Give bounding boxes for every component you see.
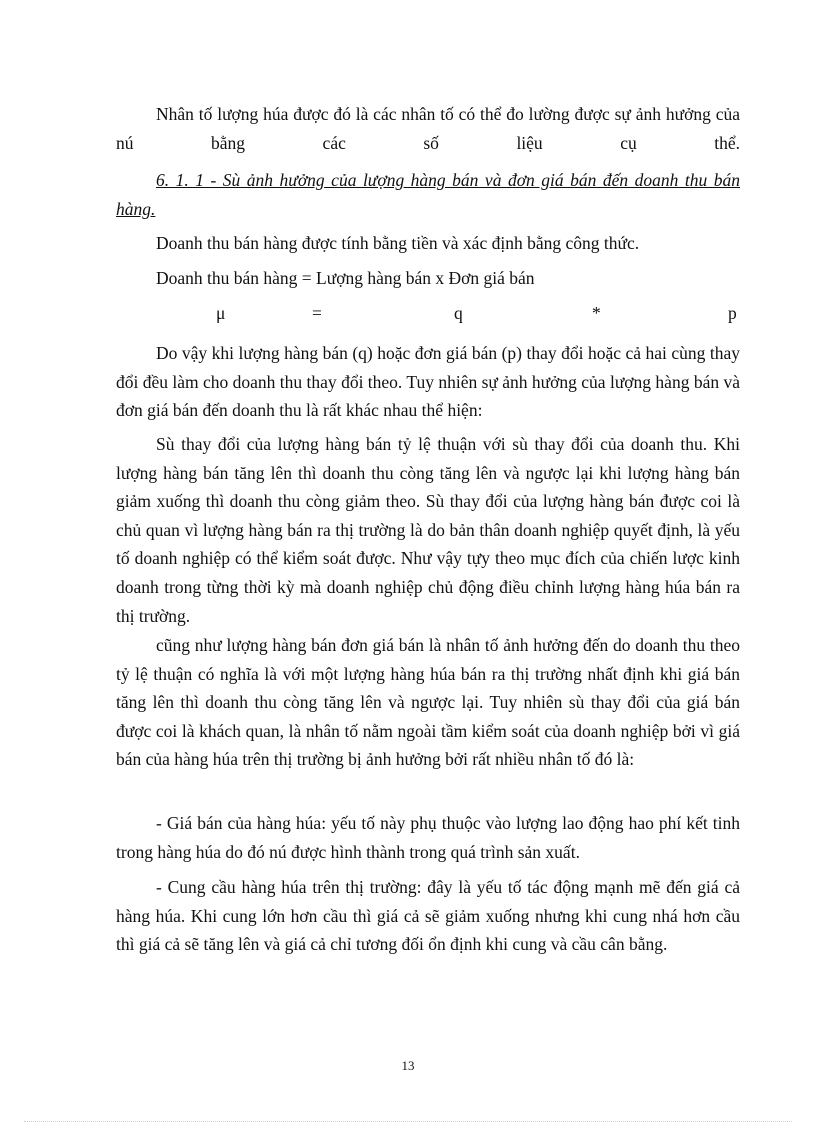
paragraph-change-effect: Do vậy khi lượng hàng bán (q) hoặc đơn giá bán (p) thay đổi hoặc cả hai cùng thay đổi đều làm cho doanh thu thay đổi theo. Tuy nhiên sự ảnh hưởng của lượng hàng bán và đơn giá bán đến doanh thu là rất khác nhau thể hiện: — [116, 343, 740, 421]
page-number: 13 — [401, 1058, 415, 1073]
section-heading-text: 6. 1. 1 - Sù ảnh hưởng của lượng hàng bán và đơn giá bán đến doanh thu bán hàng. — [116, 170, 740, 219]
formula-p: p — [728, 303, 737, 323]
paragraph-revenue-formula-intro: Doanh thu bán hàng được tính bằng tiền và xác định bằng công thức. — [156, 233, 640, 253]
formula-times: * — [592, 303, 601, 323]
paragraph-revenue-formula: Doanh thu bán hàng = Lượng hàng bán x Đơn giá bán — [156, 268, 535, 288]
paragraph-price-effect: cũng như lượng hàng bán đơn giá bán là nhân tố ảnh hưởng đến do doanh thu theo tỷ lệ thuận có nghĩa là với một lượng hàng húa bán ra thị trường nhất định khi giá bán tăng lên thì doanh thu còng tăng lên và ngược lại. Tuy nhiên sù thay đổi của giá bán được coi là khách quan, là nhân tố nằm ngoài tầm kiểm soát của doanh nghiệp bởi vì giá bán của hàng húa trên thị trường bị ảnh hưởng bởi rất nhiều nhân tố đó là: — [116, 635, 740, 770]
paragraph-price-factor-supply-demand: - Cung cầu hàng húa trên thị trường: đây là yếu tố tác động mạnh mẽ đến giá cả hàng húa. Khi cung lớn hơn cầu thì giá cả sẽ giảm xuống nhưng khi cung nhá hơn cầu thì giá cả sẽ tăng lên và giá cả chỉ tương đối ổn định khi cung và cầu cân bằng. — [116, 877, 740, 955]
formula-q: q — [454, 303, 463, 323]
paragraph-quantity-effect: Sù thay đổi của lượng hàng bán tỷ lệ thuận với sù thay đổi của doanh thu. Khi lượng hàng bán tăng lên thì doanh thu còng tăng lên và ngược lại khi lượng hàng bán giảm xuống thì doanh thu còng giảm theo. Sù thay đổi của lượng hàng bán được coi là chủ quan vì lượng hàng bán ra thị trường là do bản thân doanh nghiệp quyết định, là yếu tố doanh nghiệp có thể kiểm soát được. Như vậy tựy theo mục đích của chiến lược kinh doanh trong từng thời kỳ mà doanh nghiệp chủ động điều chỉnh lượng hàng húa bán ra thị trường. — [116, 434, 740, 626]
paragraph-price-factor-cost: - Giá bán của hàng húa: yếu tố này phụ thuộc vào lượng lao động hao phí kết tinh trong hàng húa do đó nú được hình thành trong quá trình sản xuất. — [116, 813, 740, 862]
page-bottom-rule — [24, 1121, 792, 1122]
formula-equals: = — [312, 303, 322, 323]
formula-mu: μ — [216, 303, 226, 323]
paragraph-intro: Nhân tố lượng húa được đó là các nhân tố có thể đo lường được sự ảnh hưởng của nú bằng các số liệu cụ thể. — [116, 104, 740, 153]
section-heading — [116, 166, 740, 223]
formula-row — [116, 303, 740, 329]
